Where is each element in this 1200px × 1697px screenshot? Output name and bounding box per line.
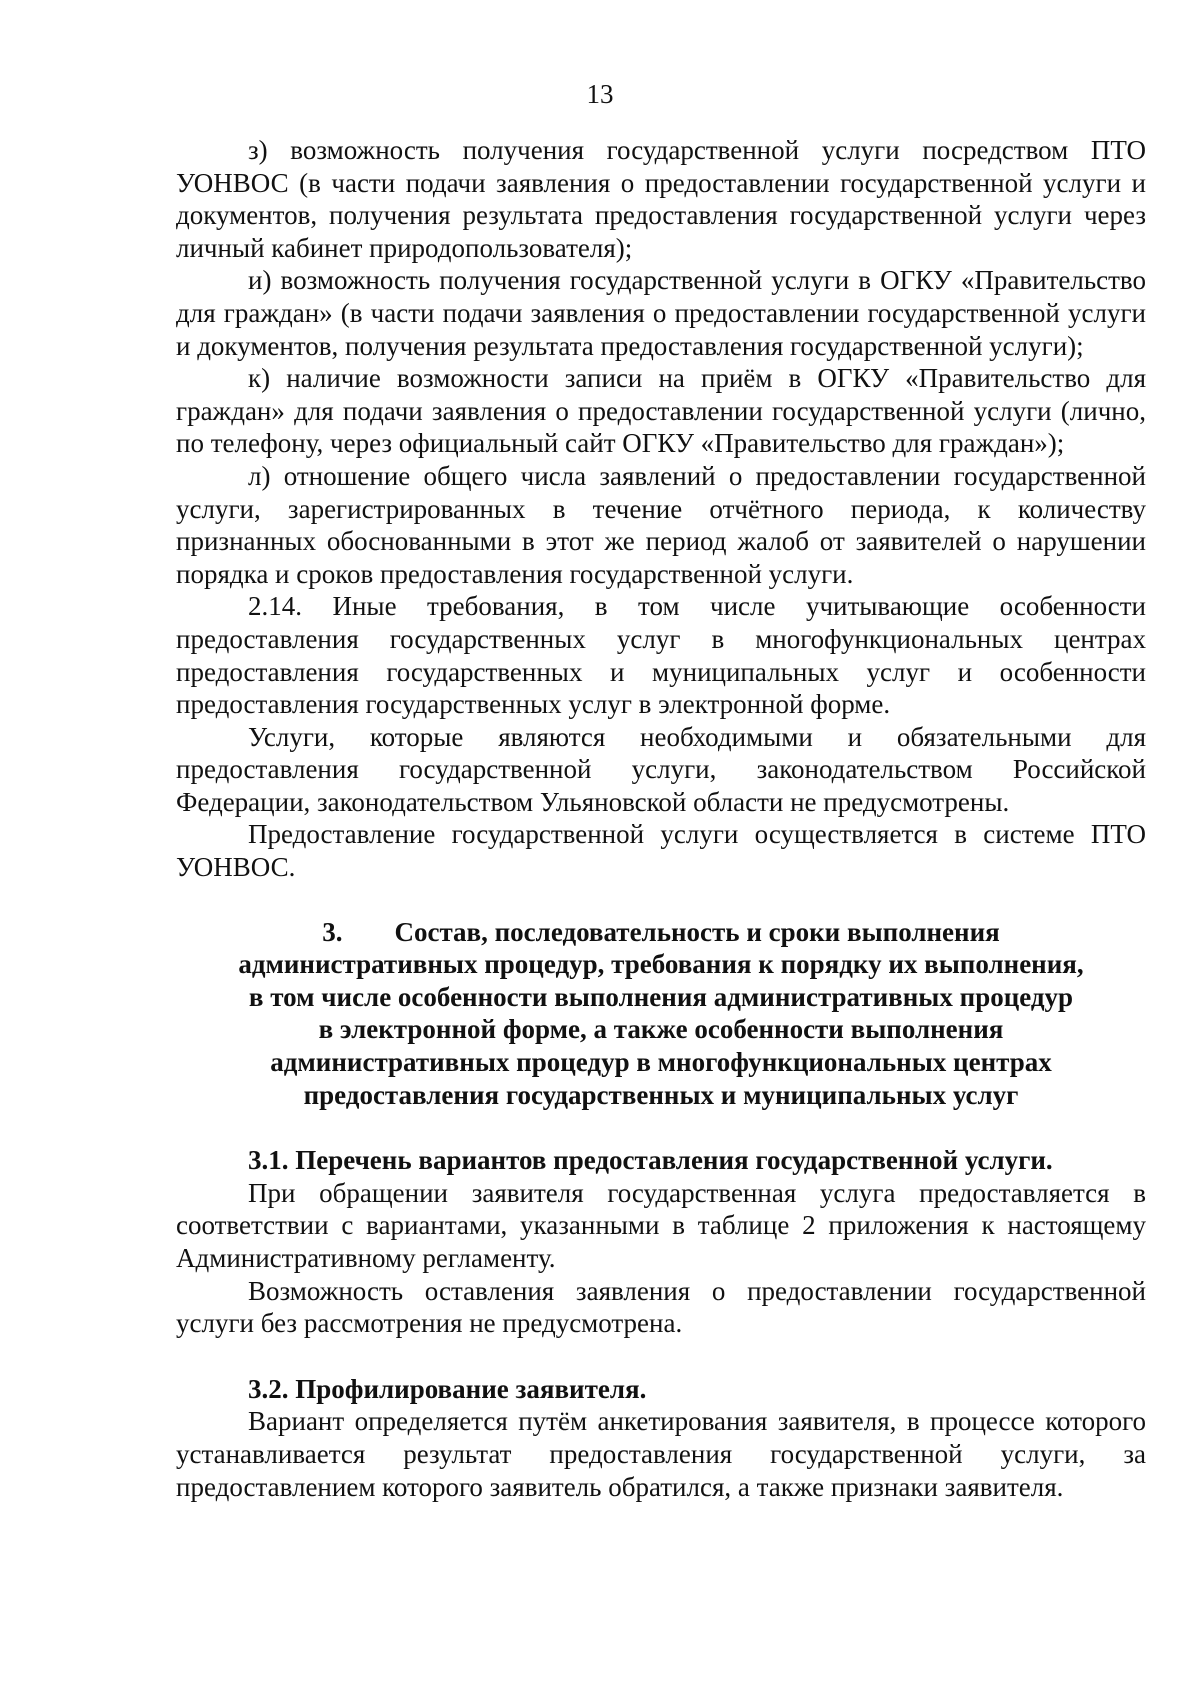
spacer: [176, 1340, 1146, 1373]
section-3-title-line: предоставления государственных и муниципальных услуг: [303, 1079, 1019, 1110]
section-3-title-line: административных процедур, требования к порядку их выполнения,: [238, 949, 1084, 980]
spacer: [176, 1111, 1146, 1144]
section-3-2-heading: 3.2. Профилирование заявителя.: [248, 1373, 647, 1404]
paragraph-z: з) возможность получения государственной услуги посредством ПТО УОНВОС (в части подачи заявления о предоставлении государственной услуги и документов, получения результата предоставления государственной услуги через личный кабинет природопользователя);: [176, 135, 1146, 263]
paragraph-i: и) возможность получения государственной услуги в ОГКУ «Правительство для граждан» (в части подачи заявления о предоставлении государственной услуги и документов, получения результата предоставления государственной услуги);: [176, 265, 1146, 361]
section-3-heading: [176, 916, 1146, 1112]
paragraph-l: л) отношение общего числа заявлений о предоставлении государственной услуги, зарегистрированных в течение отчётного периода, к количеству признанных обоснованными в этот же период жалоб от заявителей о нарушении порядка и сроков предоставления государственной услуги.: [176, 460, 1146, 589]
paragraph-2-14: 2.14. Иные требования, в том числе учитывающие особенности предоставления государственных услуг в многофункциональных центрах предоставления государственных и муниципальных услуг и особенности предоставления государственных услуг в электронной форме.: [176, 591, 1146, 720]
paragraph-3-2-a: Вариант определяется путём анкетирования заявителя, в процессе которого устанавливается результат предоставления государственной услуги, за предоставлением которого заявитель обратился, а также признаки заявителя.: [176, 1406, 1146, 1502]
paragraph-k: к) наличие возможности записи на приём в ОГКУ «Правительство для граждан» для подачи заявления о предоставлении государственной услуги (лично, по телефону, через официальный сайт ОГКУ «Правительство для граждан»);: [176, 363, 1146, 459]
paragraph-services: Услуги, которые являются необходимыми и обязательными для предоставления государственной услуги, законодательством Российской Федерации, законодательством Ульяновской области не предусмотрены.: [176, 721, 1146, 817]
document-body: [176, 134, 1146, 1503]
section-3-title-line: административных процедур в многофункциональных центрах: [270, 1047, 1052, 1078]
page-number: 13: [586, 79, 614, 109]
paragraph-3-1-a: При обращении заявителя государственная услуга предоставляется в соответствии с вариантами, указанными в таблице 2 приложения к настоящему Административному регламенту.: [176, 1177, 1146, 1273]
paragraph-system: Предоставление государственной услуги осуществляется в системе ПТО УОНВОС.: [176, 819, 1146, 883]
section-3-title-line: в электронной форме, а также особенности выполнения: [318, 1014, 1004, 1045]
paragraph-3-1-b: Возможность оставления заявления о предоставлении государственной услуги без рассмотрения не предусмотрена.: [176, 1275, 1146, 1339]
section-3-title-line: 3. Состав, последовательность и сроки выполнения: [322, 916, 1000, 947]
section-3-title-line: в том числе особенности выполнения административных процедур: [248, 981, 1074, 1012]
section-3-number: 3.: [322, 916, 343, 947]
section-3-1-heading: 3.1. Перечень вариантов предоставления государственной услуги.: [248, 1145, 1053, 1176]
